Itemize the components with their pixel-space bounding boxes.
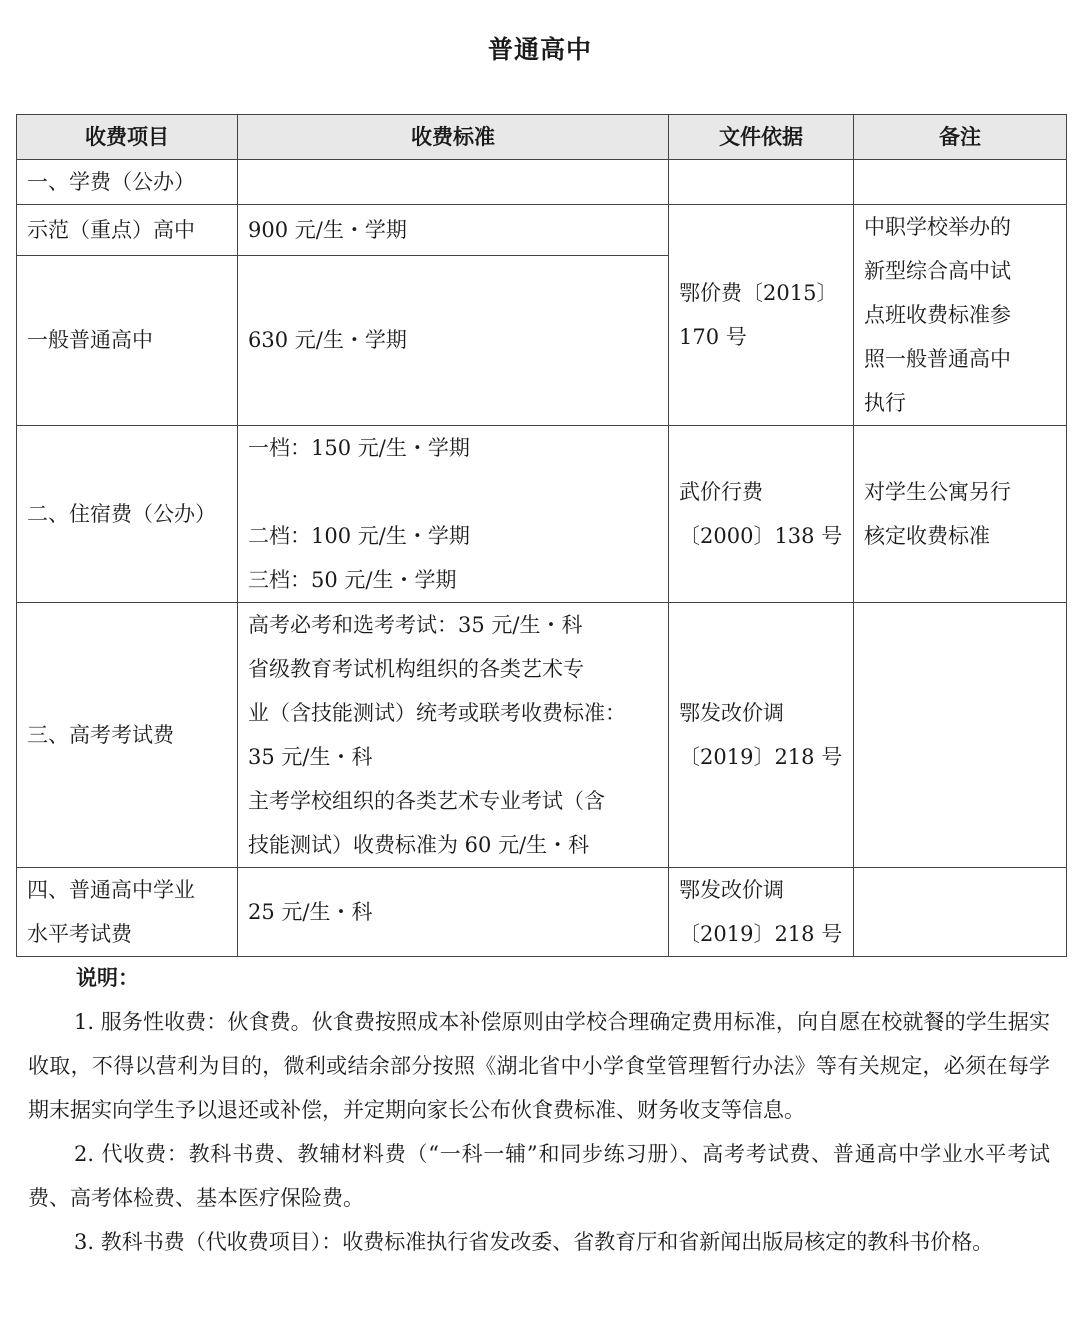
- row-standard: [238, 160, 669, 205]
- row-note: [854, 160, 1067, 205]
- header-basis: 文件依据: [669, 115, 854, 160]
- notes-section: [28, 956, 1050, 1264]
- row-item: 示范（重点）高中: [17, 205, 238, 256]
- note-paragraph-3: 3. 教科书费（代收费项目）：收费标准执行省发改委、省教育厅和省新闻出版局核定的教科书价格。: [74, 1230, 994, 1254]
- row-standard: [238, 426, 669, 603]
- tier-2: 二档：100 元/生・学期: [248, 524, 470, 548]
- row-basis: 鄂发改价调 〔2019〕218 号: [669, 603, 854, 868]
- notes-heading: 说明：: [76, 965, 139, 990]
- row-item: 三、高考考试费: [17, 603, 238, 868]
- table-row: [17, 868, 1067, 957]
- row-item: 一般普通高中: [17, 255, 238, 425]
- tier-3: 三档：50 元/生・学期: [248, 568, 457, 592]
- table-row: [17, 160, 1067, 205]
- row-note: [854, 868, 1067, 957]
- row-note: [854, 603, 1067, 868]
- header-note: 备注: [854, 115, 1067, 160]
- row-item: 二、住宿费（公办）: [17, 426, 238, 603]
- row-note: 中职学校举办的 新型综合高中试 点班收费标准参 照一般普通高中 执行: [854, 205, 1067, 426]
- header-item: 收费项目: [17, 115, 238, 160]
- row-standard: 25 元/生・科: [238, 868, 669, 957]
- row-basis: [669, 160, 854, 205]
- note-paragraph-2: 2. 代收费：教科书费、教辅材料费（“一科一辅”和同步练习册）、高考考试费、普通高中学业水平考试费、高考体检费、基本医疗保险费。: [28, 1142, 1050, 1210]
- row-basis: 鄂价费〔2015〕 170 号: [669, 205, 854, 426]
- table-row: [17, 603, 1067, 868]
- tier-1: 一档：150 元/生・学期: [248, 436, 470, 460]
- table-header-row: [17, 115, 1067, 160]
- row-basis: 鄂发改价调 〔2019〕218 号: [669, 868, 854, 957]
- fee-table: [16, 114, 1067, 957]
- page-title: 普通高中: [487, 35, 592, 64]
- row-standard: 高考必考和选考考试：35 元/生・科 省级教育考试机构组织的各类艺术专 业（含技能测试）统考或联考收费标准： 35 元/生・科 主考学校组织的各类艺术专业考试（含 技能测试）收费标准为 60 元/生・科: [238, 603, 669, 868]
- row-note: 对学生公寓另行 核定收费标准: [854, 426, 1067, 603]
- row-basis: 武价行费 〔2000〕138 号: [669, 426, 854, 603]
- table-row: [17, 426, 1067, 603]
- table-row: [17, 205, 1067, 256]
- row-item: 四、普通高中学业 水平考试费: [17, 868, 238, 957]
- row-standard: 630 元/生・学期: [238, 255, 669, 425]
- row-standard: 900 元/生・学期: [238, 205, 669, 256]
- row-item: 一、学费（公办）: [17, 160, 238, 205]
- note-paragraph-1: 1. 服务性收费：伙食费。伙食费按照成本补偿原则由学校合理确定费用标准，向自愿在校就餐的学生据实收取，不得以营利为目的，微利或结余部分按照《湖北省中小学食堂管理暂行办法》等有关规定，必须在每学期末据实向学生予以退还或补偿，并定期向家长公布伙食费标准、财务收支等信息。: [28, 1010, 1050, 1122]
- header-standard: 收费标准: [238, 115, 669, 160]
